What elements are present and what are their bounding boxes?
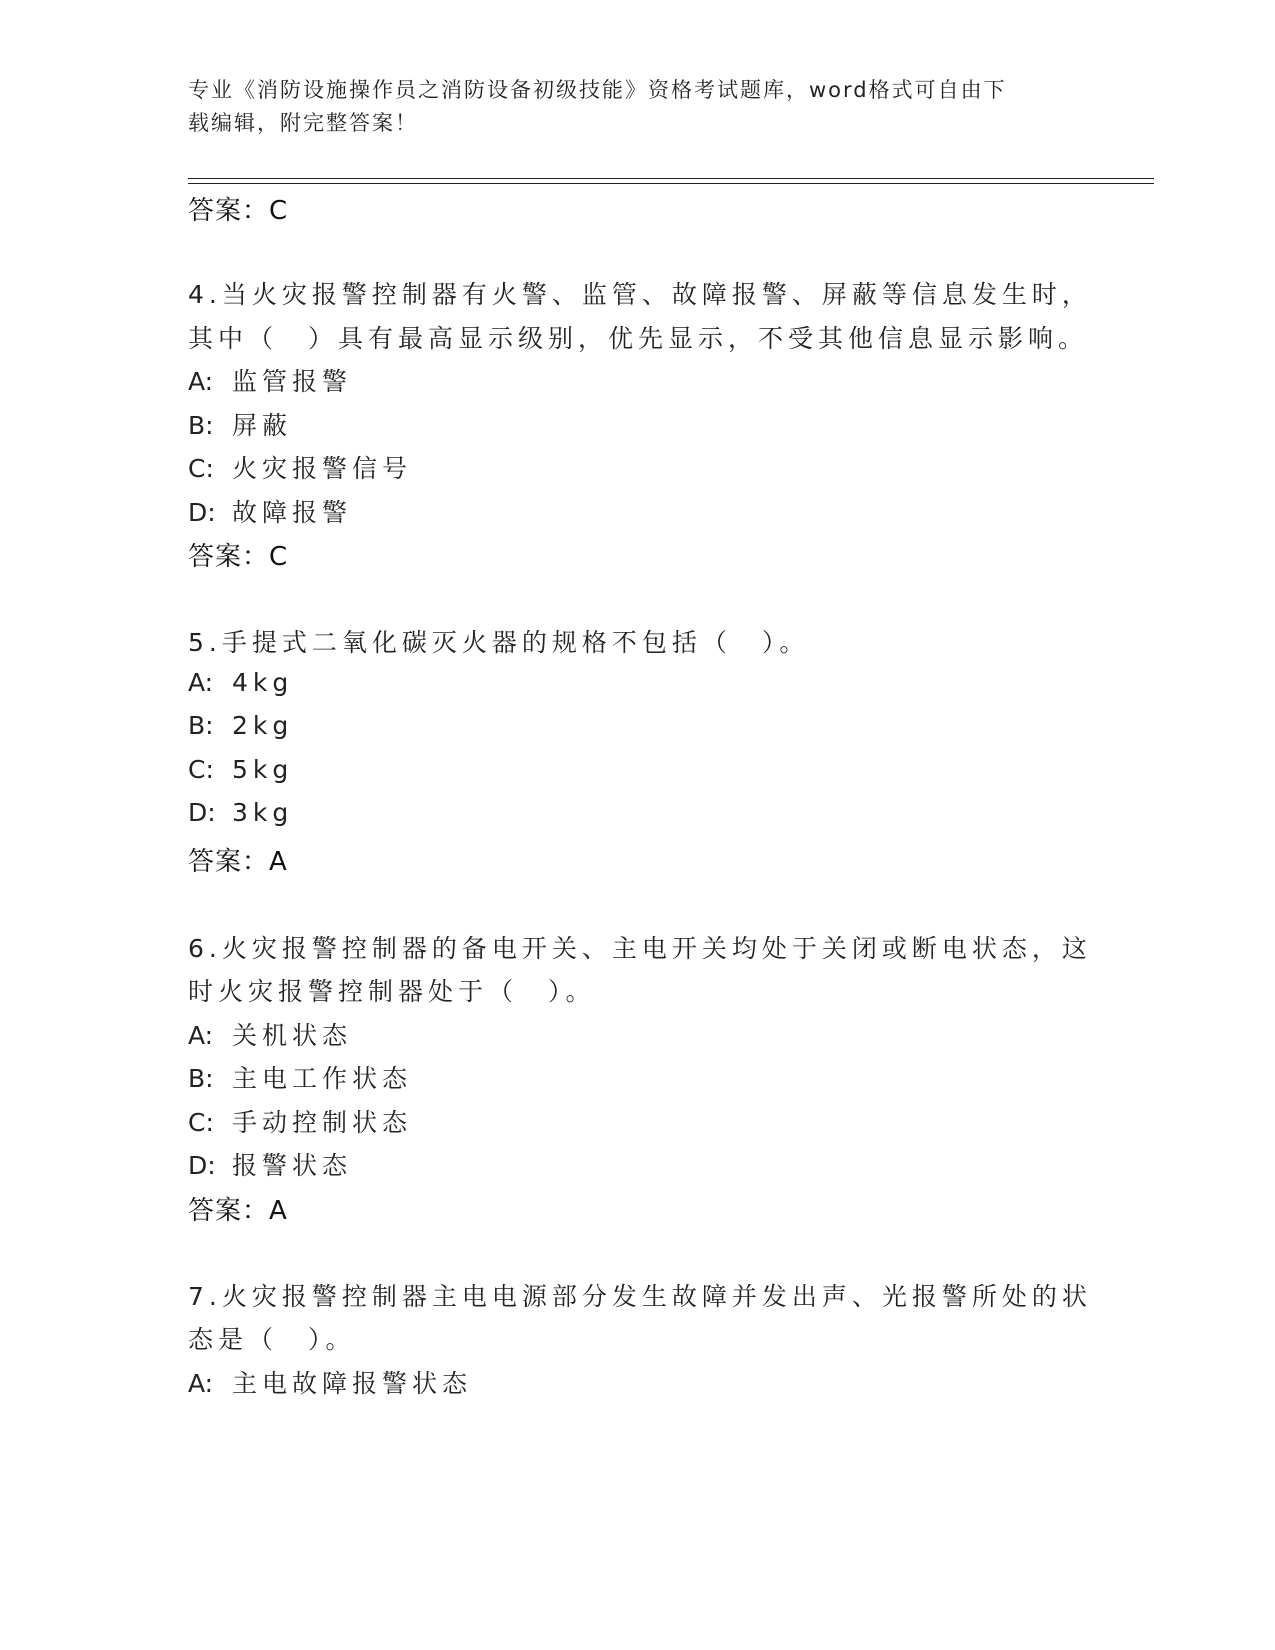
- question-6-option-d: [188, 1146, 352, 1182]
- option-text: 手动控制状态: [232, 1108, 413, 1137]
- previous-answer: 答案：C: [188, 196, 289, 226]
- question-7-stem-line-1: 7.火灾报警控制器主电电源部分发生故障并发出声、光报警所处的状: [188, 1282, 1092, 1311]
- header-divider-bottom: [188, 183, 1154, 184]
- option-letter: B:: [188, 411, 214, 440]
- question-4-stem-line-1: 4.当火灾报警控制器有火警、监管、故障报警、屏蔽等信息发生时，: [188, 280, 1092, 309]
- option-text: 关机状态: [232, 1021, 353, 1050]
- option-text: 主电工作状态: [232, 1064, 413, 1093]
- question-7-stem-line-2: 态是（ ）。: [188, 1325, 356, 1354]
- option-letter: C:: [188, 1108, 214, 1137]
- question-6-option-b: [188, 1059, 412, 1095]
- question-5-option-b: [188, 711, 293, 740]
- option-text: 主电故障报警状态: [232, 1369, 473, 1398]
- option-letter: D:: [188, 1151, 216, 1180]
- option-letter: A:: [188, 1021, 214, 1050]
- question-5-option-d: [188, 798, 293, 827]
- header-line-1: 专业《消防设施操作员之消防设备初级技能》资格考试题库，word格式可自由下: [188, 78, 1007, 102]
- question-6-answer: 答案：A: [188, 1196, 288, 1226]
- document-header: [188, 74, 1068, 140]
- option-text: 4kg: [232, 668, 294, 697]
- option-letter: B:: [188, 1064, 214, 1093]
- question-6-stem-line-1: 6.火灾报警控制器的备电开关、主电开关均处于关闭或断电状态，这: [188, 934, 1092, 963]
- question-4-option-c: [188, 449, 412, 485]
- question-6-option-c: [188, 1103, 412, 1139]
- option-text: 屏蔽: [232, 411, 293, 440]
- question-5-answer: 答案：A: [188, 847, 288, 877]
- question-4-answer: 答案：C: [188, 542, 289, 572]
- question-4-option-a: [188, 362, 352, 398]
- option-letter: C:: [188, 454, 214, 483]
- question-5-stem-line-1: 5.手提式二氧化碳灭火器的规格不包括（ ）。: [188, 628, 810, 657]
- option-letter: A:: [188, 367, 214, 396]
- option-letter: A:: [188, 668, 214, 697]
- question-6-option-a: [188, 1016, 352, 1052]
- question-4-option-d: [188, 493, 352, 529]
- question-4-option-b: [188, 406, 292, 442]
- option-text: 故障报警: [232, 498, 353, 527]
- question-6-stem-line-2: 时火灾报警控制器处于（ ）。: [188, 977, 596, 1006]
- option-letter: D:: [188, 498, 216, 527]
- option-letter: C:: [188, 755, 214, 784]
- question-5-option-c: [188, 755, 293, 784]
- header-divider-top: [188, 178, 1154, 179]
- option-letter: B:: [188, 711, 214, 740]
- option-letter: D:: [188, 798, 216, 827]
- option-text: 报警状态: [232, 1151, 353, 1180]
- question-4-stem-line-2: 其中（ ）具有最高显示级别，优先显示，不受其他信息显示影响。: [188, 324, 1089, 353]
- option-text: 2kg: [232, 711, 294, 740]
- option-letter: A:: [188, 1369, 214, 1398]
- header-line-2: 载编辑，附完整答案！: [188, 111, 418, 135]
- option-text: 5kg: [232, 755, 294, 784]
- option-text: 3kg: [232, 798, 294, 827]
- option-text: 火灾报警信号: [232, 454, 413, 483]
- question-7-option-a: [188, 1364, 472, 1400]
- option-text: 监管报警: [232, 367, 353, 396]
- question-5-option-a: [188, 668, 293, 697]
